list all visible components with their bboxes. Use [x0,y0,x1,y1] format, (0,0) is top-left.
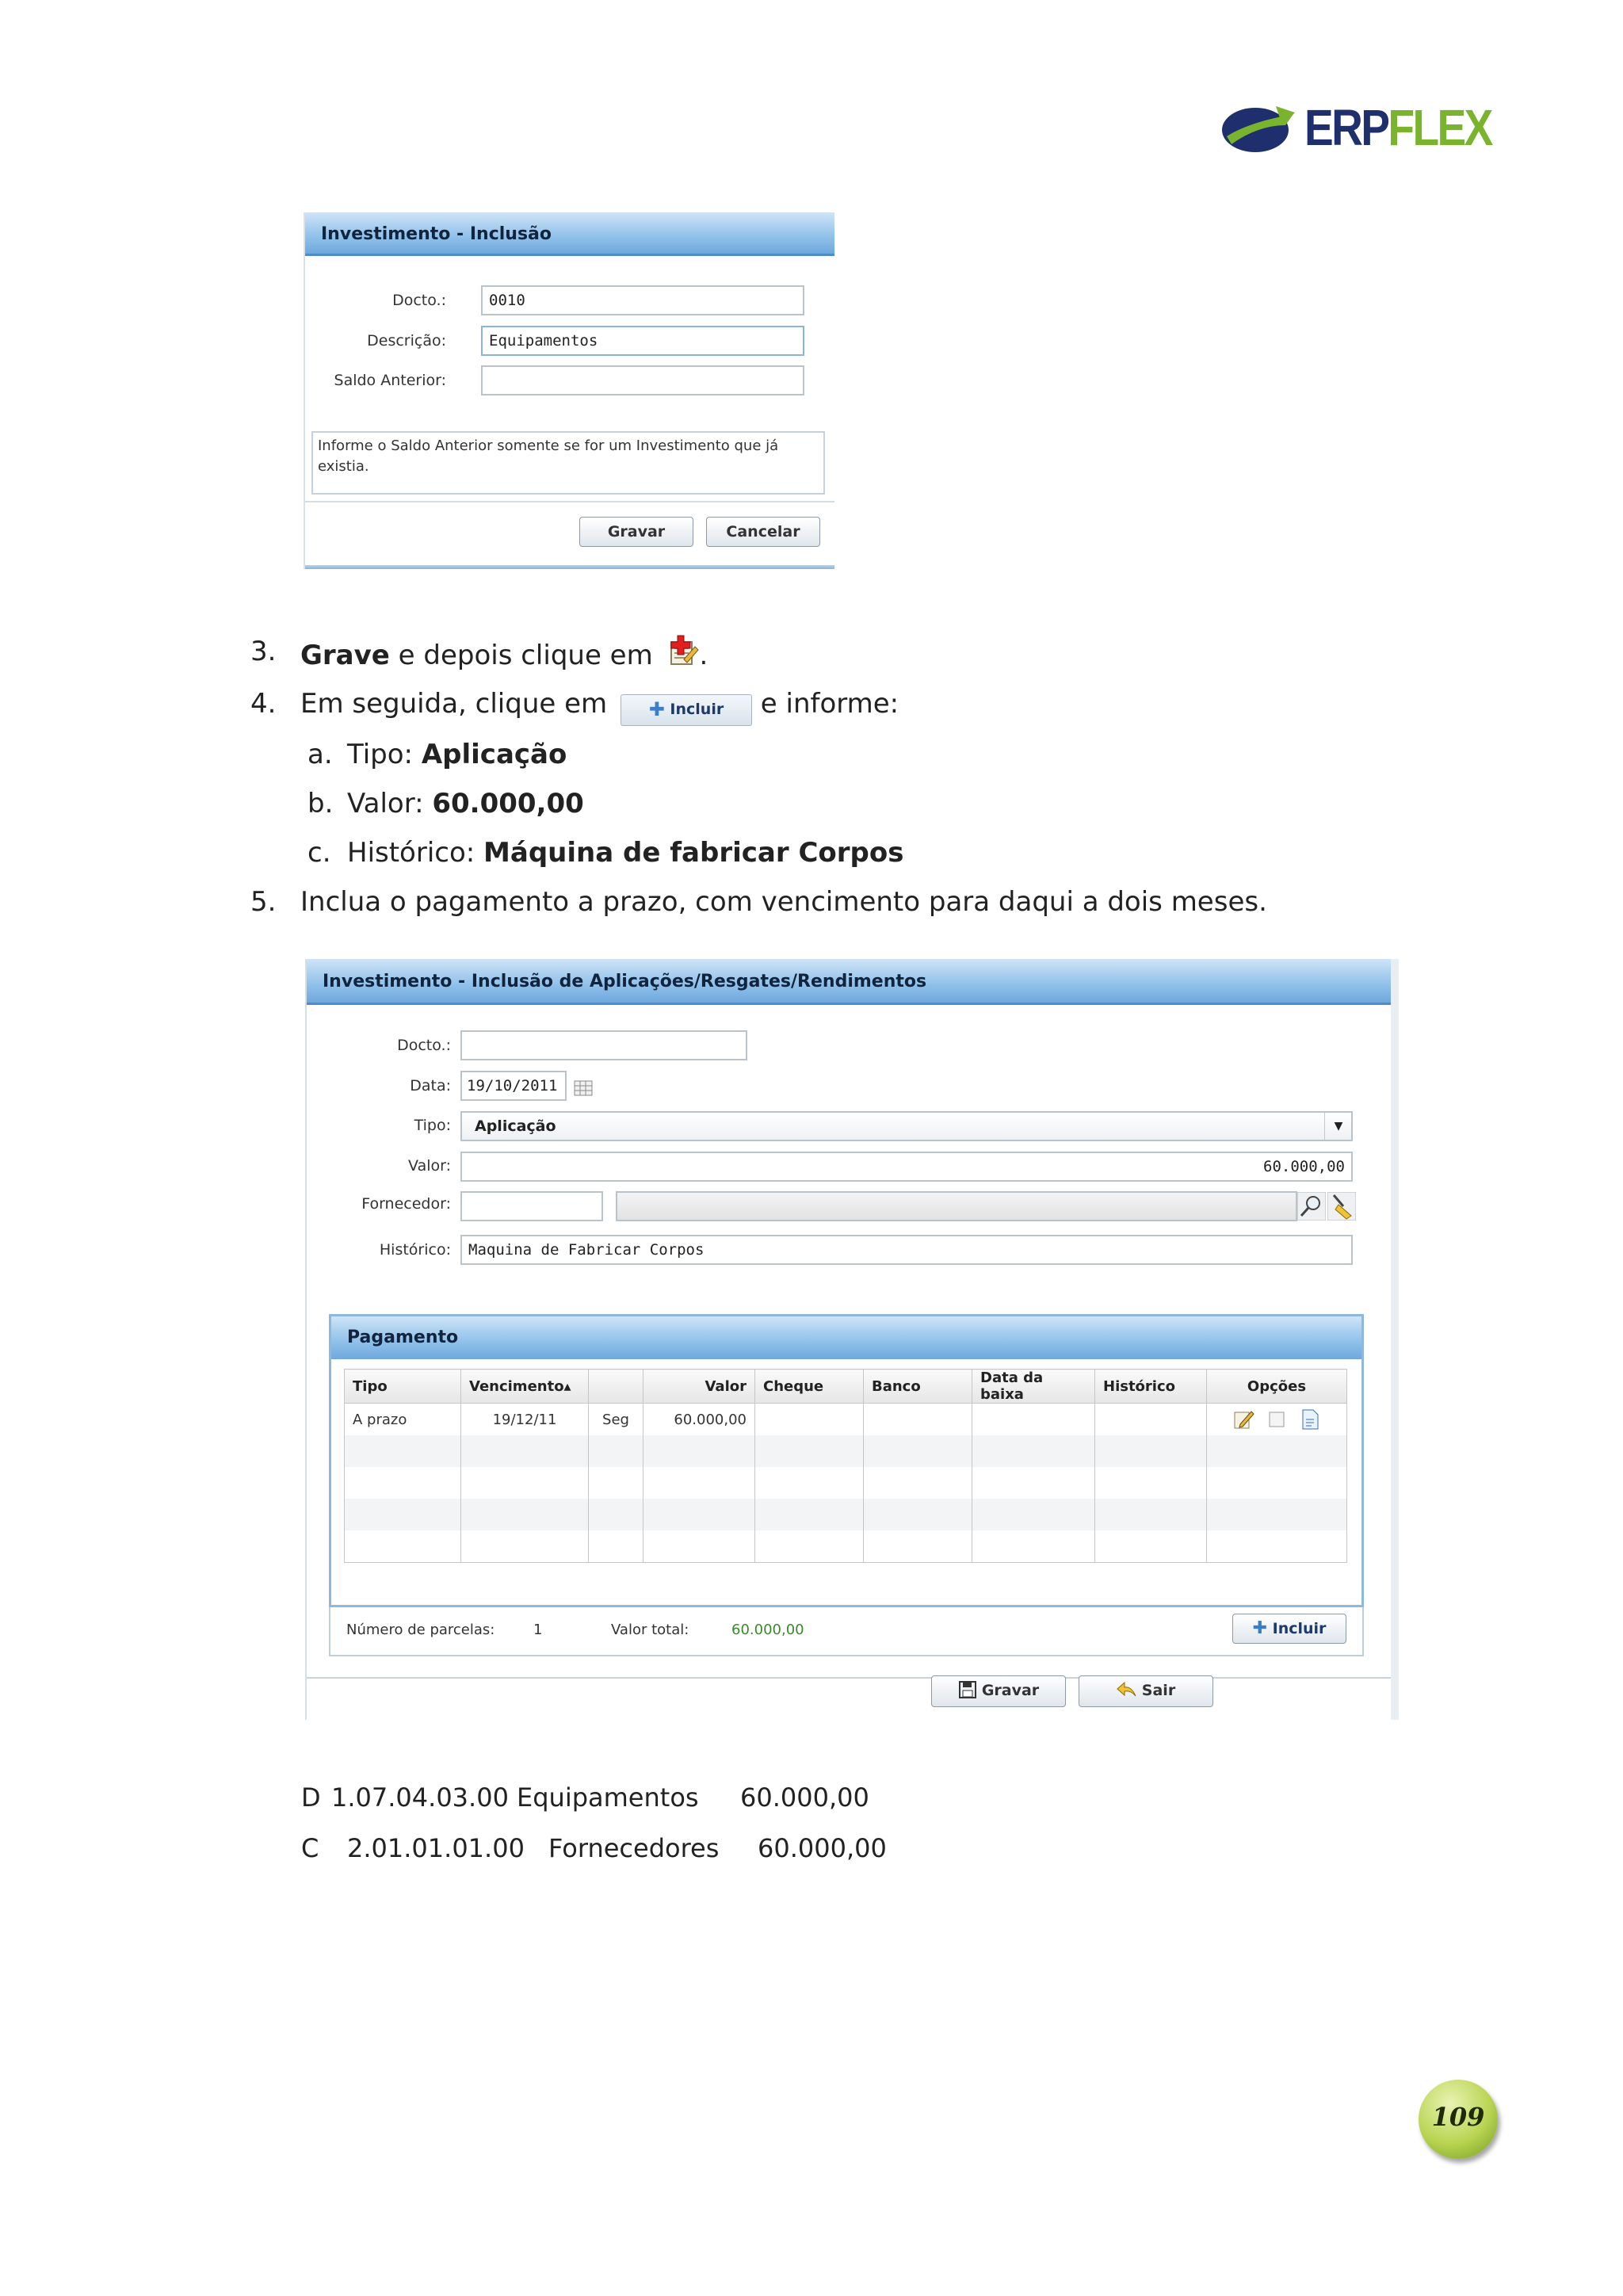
gravar-label: Gravar [981,1682,1040,1699]
entry-debit-name: Equipamentos [517,1782,699,1813]
add-investment-icon [666,634,700,667]
entry-credit-account: 2.01.01.01.00 [347,1833,525,1863]
column-header-historico[interactable]: Histórico [1095,1370,1207,1404]
pagamento-table [344,1369,1347,1563]
descricao-field[interactable]: Equipamentos [481,326,804,356]
incluir-label: Incluir [1272,1620,1327,1637]
pagamento-panel [329,1314,1364,1607]
cell-tipo: A prazo [345,1404,461,1436]
plus-icon: ✚ [1252,1618,1268,1638]
tipo-select[interactable]: Aplicação [460,1111,1353,1141]
step-c-text [347,835,903,870]
checkbox-icon[interactable] [1266,1408,1288,1431]
entry-credit-name: Fornecedores [548,1833,720,1863]
historico-field[interactable]: Maquina de Fabricar Corpos [460,1235,1353,1265]
sair-label: Sair [1141,1682,1176,1699]
clear-broom-icon[interactable] [1327,1192,1356,1221]
table-header-row [345,1370,1347,1404]
step-3-end: . [699,640,708,671]
column-header-cheque[interactable]: Cheque [755,1370,864,1404]
valor-label: Valor: [408,1157,451,1175]
pagamento-title: Pagamento [331,1316,1361,1359]
entry-credit-type: C [301,1833,319,1863]
step-5-text: Inclua o pagamento a prazo, com vencimento para daqui a dois meses. [300,886,1267,918]
step-a-text [347,737,567,772]
column-header-vencimento[interactable]: Vencimento▴ [461,1370,589,1404]
cell-vencimento: 19/12/11 [461,1404,589,1436]
valor-total-label: Valor total: [611,1622,689,1638]
step-3-number: 3. [250,636,277,667]
step-5-number: 5. [250,886,277,918]
column-header-opcoes: Opções [1207,1370,1347,1404]
step-a-label: Tipo: [347,739,414,770]
column-header-blank [589,1370,643,1404]
step-b-letter: b. [307,788,334,819]
column-header-tipo[interactable]: Tipo [345,1370,461,1404]
step-4-end: e informe: [760,688,899,720]
page-number: 109 [1431,2102,1485,2132]
data-field[interactable]: 19/10/2011 [460,1071,567,1101]
step-c-value: Máquina de fabricar Corpos [483,837,904,869]
fornecedor-label: Fornecedor: [361,1195,451,1213]
docto-field[interactable] [460,1030,747,1060]
column-header-banco[interactable]: Banco [864,1370,972,1404]
sair-button[interactable] [1079,1675,1213,1707]
cell-cheque [755,1404,864,1436]
entry-debit-account: 1.07.04.03.00 [331,1782,509,1813]
incluir-parcela-button[interactable] [1232,1614,1346,1644]
plus-icon: ✚ [648,698,665,720]
fornecedor-name-field[interactable] [616,1191,1297,1221]
chevron-down-icon[interactable]: ▼ [1324,1113,1352,1140]
divider [305,501,834,502]
page-number-badge [1419,2080,1498,2159]
cell-banco [864,1404,972,1436]
table-row [345,1530,1347,1563]
saldo-anterior-note: Informe o Saldo Anterior somente se for um Investimento que já existia. [311,431,825,495]
descricao-label: Descrição: [367,332,446,350]
exit-arrow-icon [1117,1680,1137,1699]
step-c-letter: c. [307,837,331,869]
cancelar-button[interactable]: Cancelar [706,517,820,547]
step-b-value: 60.000,00 [432,788,584,819]
table-row [345,1467,1347,1499]
save-disk-icon [958,1680,977,1699]
erpflex-logo-text: ERPFLEX [1304,99,1491,156]
data-label: Data: [410,1077,451,1095]
saldo-anterior-field[interactable] [481,365,804,395]
step-b-label: Valor: [347,788,424,819]
edit-icon[interactable] [1232,1408,1254,1431]
pagamento-footer [329,1607,1364,1656]
docto-field[interactable]: 0010 [481,285,804,315]
step-c-label: Histórico: [347,837,475,869]
fornecedor-code-field[interactable] [460,1191,603,1221]
search-icon[interactable] [1297,1192,1326,1221]
erpflex-logo-mark-icon [1220,101,1296,154]
document-icon[interactable] [1299,1408,1321,1431]
incluir-label: Incluir [670,701,724,718]
entry-debit-type: D [301,1782,321,1813]
step-3-text [300,634,708,673]
investimento-aplicacoes-window [305,959,1399,1720]
entry-debit-value: 60.000,00 [740,1782,869,1813]
entry-credit-value: 60.000,00 [758,1833,887,1863]
step-3-bold: Grave [300,640,390,671]
column-header-valor[interactable]: Valor [643,1370,755,1404]
step-4-number: 4. [250,688,277,720]
divider [307,1677,1391,1679]
calendar-icon[interactable] [573,1076,594,1097]
column-header-data-baixa[interactable]: Data da baixa [972,1370,1095,1404]
step-a-value: Aplicação [421,739,567,770]
cell-historico [1095,1404,1207,1436]
step-3-label: e depois clique em [398,640,653,671]
step-a-letter: a. [307,739,333,770]
gravar-button[interactable]: Gravar [579,517,693,547]
cell-valor: 60.000,00 [643,1404,755,1436]
saldo-anterior-label: Saldo Anterior: [334,372,446,389]
table-row[interactable] [345,1404,1347,1436]
investimento-inclusao-window [304,212,834,569]
table-row [345,1499,1347,1530]
docto-label: Docto.: [392,292,446,309]
cell-opcoes [1207,1404,1347,1436]
valor-field[interactable]: 60.000,00 [460,1152,1353,1182]
step-4-text [300,686,899,726]
parcelas-value: 1 [533,1622,543,1638]
window-title: Investimento - Inclusão de Aplicações/Resgates/Rendimentos [307,959,1391,1005]
table-row [345,1435,1347,1467]
cell-dia: Seg [589,1404,643,1436]
valor-total-value: 60.000,00 [731,1622,804,1638]
window-title: Investimento - Inclusão [305,212,834,256]
step-4-label: Em seguida, clique em [300,688,608,720]
incluir-button-inline [621,694,752,726]
docto-label: Docto.: [397,1037,451,1054]
gravar-button[interactable] [931,1675,1066,1707]
cell-data-baixa [972,1404,1095,1436]
historico-label: Histórico: [379,1241,451,1259]
step-b-text [347,786,584,821]
tipo-label: Tipo: [414,1117,451,1134]
window-bottom-border [305,565,834,569]
erpflex-logo [1220,97,1491,160]
parcelas-label: Número de parcelas: [346,1622,495,1638]
